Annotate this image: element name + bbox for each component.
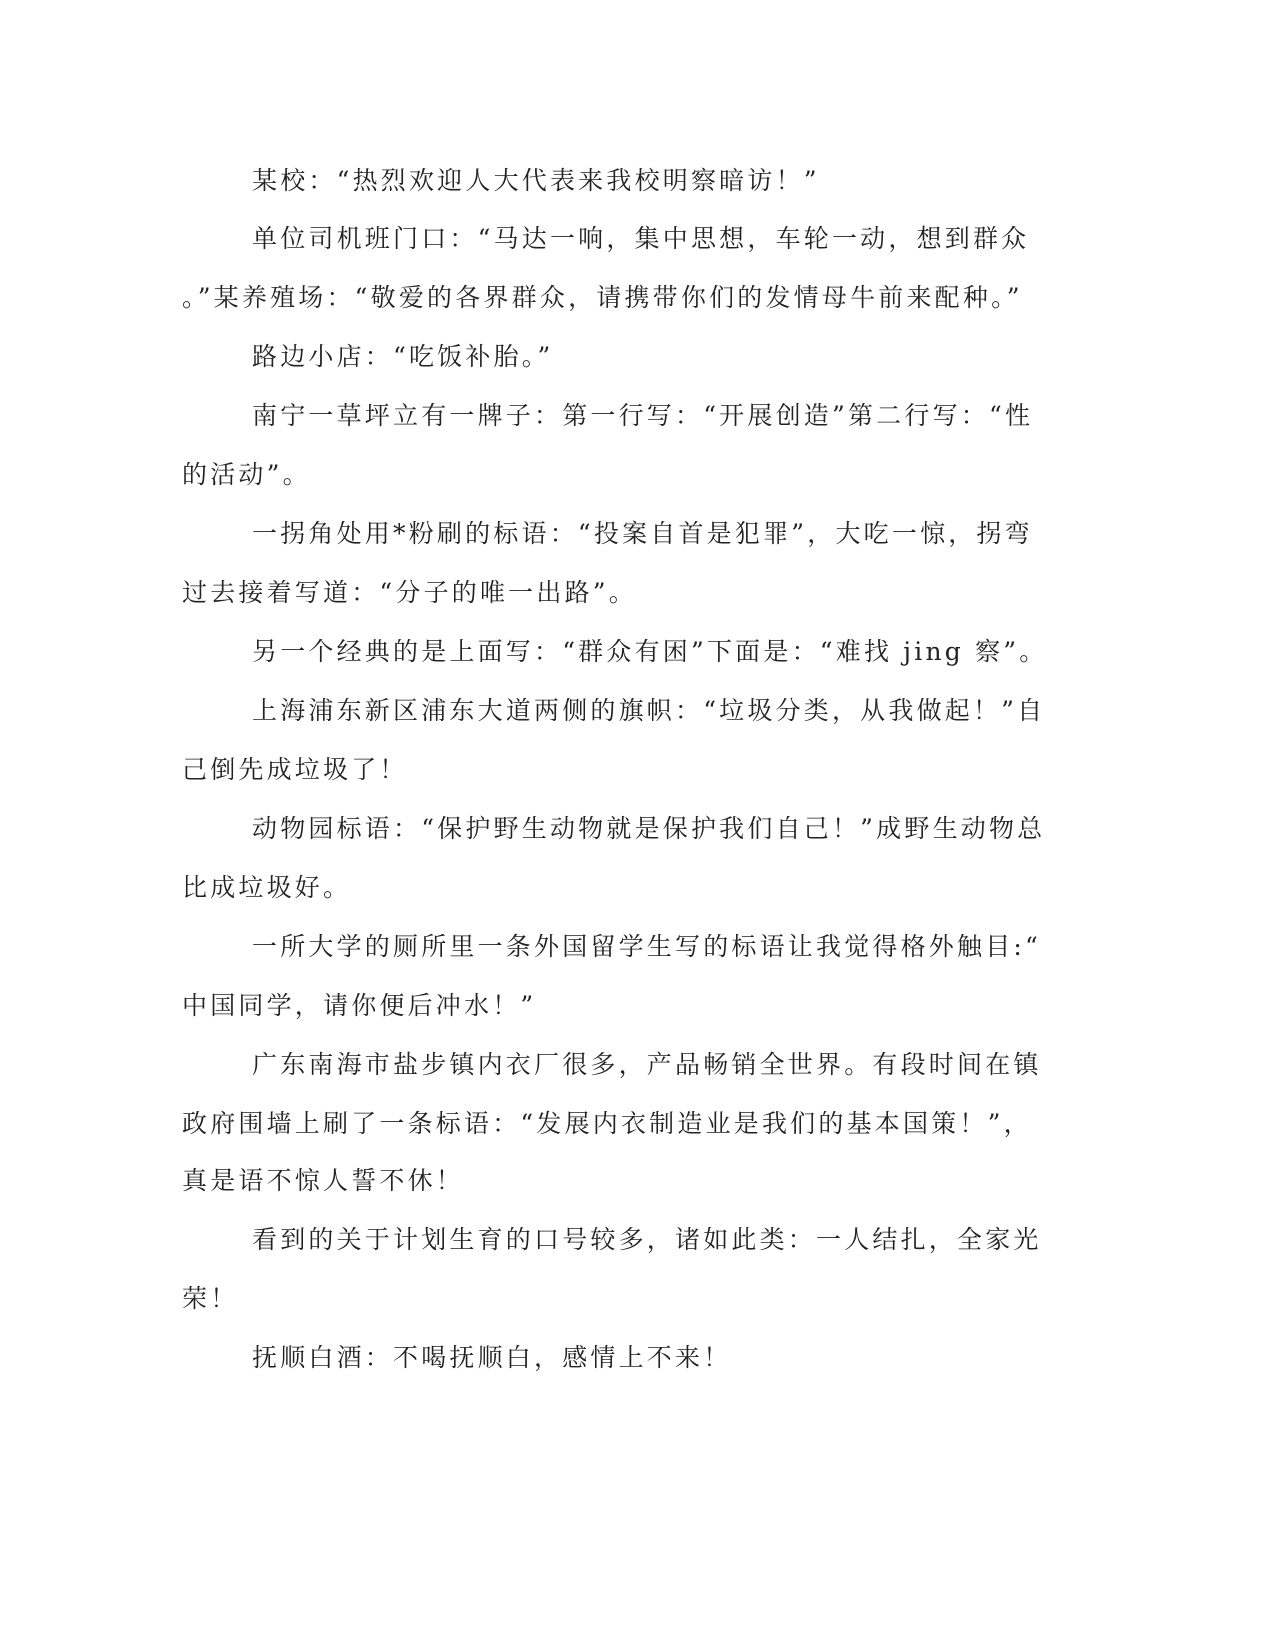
text-line-18: 真是语不惊人誓不休！: [182, 1166, 465, 1195]
text-line-19: 看到的关于计划生育的口号较多，诸如此类：一人结扎，全家光: [252, 1225, 1042, 1254]
text-line-3: 。”某养殖场：“敬爱的各界群众，请携带你们的发情母牛前来配种。”: [182, 283, 1023, 312]
text-line-1: 某校：“热烈欢迎人大代表来我校明察暗访！”: [252, 166, 820, 195]
text-line-11: 己倒先成垃圾了！: [182, 755, 408, 784]
text-line-16: 广东南海市盐步镇内衣厂很多，产品畅销全世界。有段时间在镇: [252, 1050, 1042, 1079]
text-line-15: 中国同学，请你便后冲水！”: [182, 991, 537, 1020]
text-line-12: 动物园标语：“保护野生动物就是保护我们自己！”成野生动物总: [252, 814, 1046, 843]
text-line-5: 南宁一草坪立有一牌子：第一行写：“开展创造”第二行写：“性: [252, 401, 1034, 430]
text-line-10: 上海浦东新区浦东大道两侧的旗帜：“垃圾分类，从我做起！”自: [252, 696, 1046, 725]
text-line-9: 另一个经典的是上面写：“群众有困”下面是：“难找 jing 察”。: [252, 637, 1048, 666]
text-line-4: 路边小店：“吃饭补胎。”: [252, 342, 554, 371]
text-line-17: 政府围墙上刷了一条标语：“发展内衣制造业是我们的基本国策！”，: [182, 1109, 1032, 1138]
text-line-14: 一所大学的厕所里一条外国留学生写的标语让我觉得格外触目:“: [252, 932, 1042, 961]
text-line-21: 抚顺白酒：不喝抚顺白，感情上不来！: [252, 1343, 732, 1372]
text-line-2: 单位司机班门口：“马达一响，集中思想，车轮一动，想到群众: [252, 224, 1030, 253]
text-line-7: 一拐角处用*粉刷的标语：“投案自首是犯罪”，大吃一惊，拐弯: [252, 519, 1033, 548]
text-line-20: 荣！: [182, 1284, 239, 1313]
text-line-6: 的活动”。: [182, 460, 311, 489]
text-line-13: 比成垃圾好。: [182, 873, 352, 902]
text-line-8: 过去接着写道：“分子的唯一出路”。: [182, 578, 637, 607]
